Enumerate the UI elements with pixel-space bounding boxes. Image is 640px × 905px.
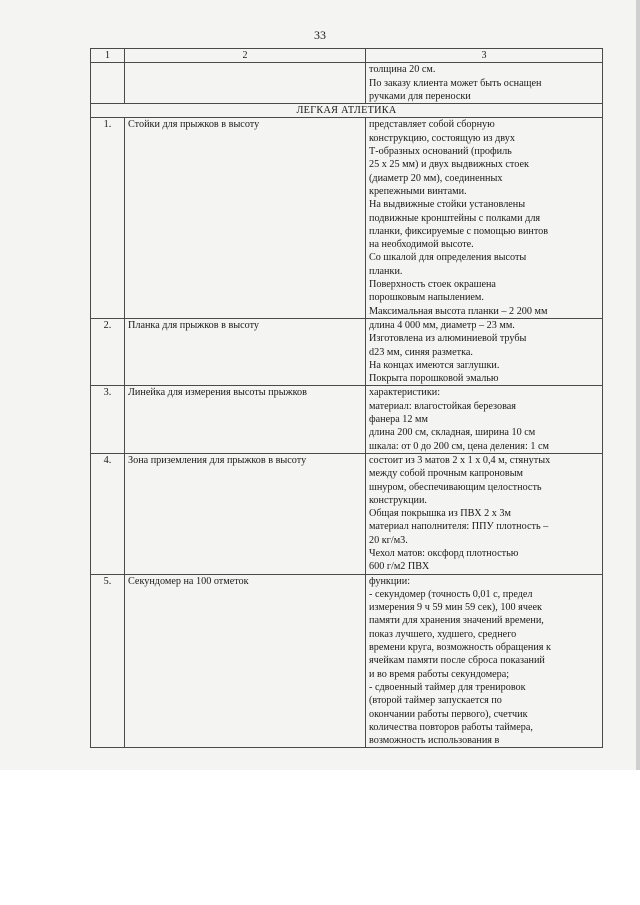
item-description [366,574,603,748]
desc-line: и во время работы секундомера; [369,668,510,680]
continuation-row [91,63,603,104]
column-header-2: 2 [125,49,366,63]
item-description [366,453,603,574]
desc-line: Со шкалой для определения высоты [369,252,527,264]
table-row [91,574,603,748]
desc-line: между собой прочным капроновым [369,468,523,480]
desc-line: длина 4 000 мм, диаметр – 23 мм. [369,319,515,331]
desc-line: конструкцию, состоящую из двух [369,132,515,144]
section-row [91,104,603,118]
desc-line: Общая покрышка из ПВХ 2 х 3м [369,508,511,520]
continuation-name-cell [125,63,366,104]
item-number: 3. [91,386,125,453]
table-row [91,318,603,385]
desc-line: порошковым напылением. [369,292,484,304]
desc-line: планки. [369,265,403,277]
desc-line: 25 х 25 мм) и двух выдвижных стоек [369,159,529,171]
desc-line: 600 г/м2 ПВХ [369,561,430,573]
item-name: Секундомер на 100 отметок [125,574,366,748]
desc-line: возможность использования в [369,735,500,747]
desc-line: На выдвижные стойки установлены [369,199,526,211]
desc-line: ячейкам памяти после сброса показаний [369,655,545,667]
desc-line: По заказу клиента может быть оснащен [369,77,542,89]
item-name: Зона приземления для прыжков в высоту [125,453,366,574]
item-number: 2. [91,318,125,385]
desc-line: окончании работы первого), счетчик [369,708,528,720]
table-row [91,118,603,318]
desc-line: Максимальная высота планки – 2 200 мм [369,305,548,317]
item-number: 5. [91,574,125,748]
table-row [91,386,603,453]
desc-line: Изготовлена из алюминиевой трубы [369,333,527,345]
desc-line: Поверхность стоек окрашена [369,279,496,291]
desc-line: шнуром, обеспечивающим целостность [369,481,542,493]
table-row [91,453,603,574]
desc-line: измерения 9 ч 59 мин 59 сек), 100 ячеек [369,602,542,614]
item-rows [91,118,603,748]
section-title: ЛЕГКАЯ АТЛЕТИКА [91,104,603,118]
desc-line: состоит из 3 матов 2 х 1 х 0,4 м, стянутых [369,454,551,466]
desc-line: толщина 20 см. [369,64,436,76]
continuation-desc-cell [366,63,603,104]
desc-line: Чехол матов: оксфорд плотностью [369,547,519,559]
page-number: 33 [314,28,326,42]
desc-line: (диаметр 20 мм), соединенных [369,172,503,184]
item-description [366,386,603,453]
desc-line: d23 мм, синяя разметка. [369,346,473,358]
desc-line: материал наполнителя: ППУ плотность – [369,521,549,533]
desc-line: ручками для переноски [369,90,471,102]
desc-line: Т-образных оснований (профиль [369,146,512,158]
desc-line: фанера 12 мм [369,414,428,426]
desc-line: на необходимой высоте. [369,239,474,251]
continuation-num-cell [91,63,125,104]
desc-line: На концах имеются заглушки. [369,359,500,371]
desc-line: материал: влагостойкая березовая [369,400,516,412]
table-header-row [91,49,603,63]
desc-line: функции: [369,575,411,587]
desc-line: - секундомер (точность 0,01 с, предел [369,588,533,600]
item-name: Линейка для измерения высоты прыжков [125,386,366,453]
desc-line: представляет собой сборную [369,119,495,131]
item-name: Стойки для прыжков в высоту [125,118,366,318]
item-description [366,318,603,385]
equipment-table [90,48,603,748]
desc-line: показ лучшего, худшего, среднего [369,628,517,640]
item-number: 4. [91,453,125,574]
desc-line: крепежными винтами. [369,185,467,197]
desc-line: времени круга, возможность обращения к [369,642,551,654]
desc-line: количества повторов работы таймера, [369,721,533,733]
item-number: 1. [91,118,125,318]
desc-line: 20 кг/м3. [369,534,408,546]
desc-line: памяти для хранения значений времени, [369,615,544,627]
desc-line: конструкции. [369,494,427,506]
item-name: Планка для прыжков в высоту [125,318,366,385]
desc-line: Покрыта порошковой эмалью [369,373,499,385]
column-header-1: 1 [91,49,125,63]
blank-bottom-area [0,770,640,905]
desc-line: шкала: от 0 до 200 см, цена деления: 1 см [369,440,549,452]
desc-line: планки, фиксируемые с помощью винтов [369,225,549,237]
desc-line: характеристики: [369,387,441,399]
desc-line: - сдвоенный таймер для тренировок [369,681,526,693]
desc-line: (второй таймер запускается по [369,695,502,707]
desc-line: длина 200 см, складная, ширина 10 см [369,427,536,439]
column-header-3: 3 [366,49,603,63]
desc-line: подвижные кронштейны с полками для [369,212,541,224]
item-description [366,118,603,318]
